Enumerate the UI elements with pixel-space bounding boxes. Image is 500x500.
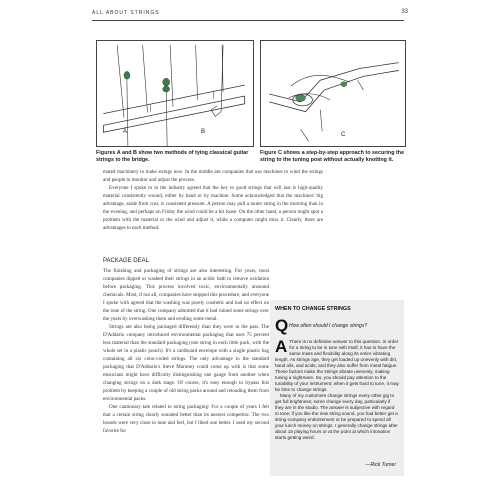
figure-ab-illustration: [96, 40, 254, 147]
body-paragraph: Everyone I spoke to in the industry agreed that the key to good strings that will last is high-quality material consistently wound, either by hand or by machine. Some acknowledged that the machines' big advantage, aside from cost, is consistent pressure. A person may pull a tauter string in the morning than in the evening, and perhaps on Friday the wind could be a bit loose. On the other hand, a person might spot a problem with the material or the wind and adjust it, while a computer might miss it. Clearly, there are advantages to each method.: [103, 185, 323, 231]
figure-c-caption: Figure C shows a step-by-step approach to securing the string to the tuning post without actually knotting it.: [260, 150, 405, 163]
body-paragraph: Strings are also being packaged differently than they were in the past. The D'Addario company introduced environmental packaging that uses 75 percent less material than the standard packaging (one string in each little pack, with the whole set in a plastic pouch). It's a cardboard envelope with a single plastic bag containing all six color-coded strings. The only advantage to the standard packaging that D'Addario's Steve Maroney could come up with is that some musicians might have difficulty distinguishing one gauge from another when changing strings on a dark stage. Of course, it's easy enough to bypass this problem by keeping a couple of old string packs around and reloading them from environmental packs.: [103, 324, 269, 402]
running-head: ALL ABOUT STRINGS: [92, 10, 160, 16]
tuning-post-drawing: [261, 41, 405, 146]
answer-paragraph: There is no definitive answer to this question. In order for a string to be in tune with itself, it has to have the same mass and flexibility along its entire vibrating length. As strings age, they get loaded up unevenly with dirt, hand oils, and acids, and they also suffer from metal fatigue. These factors make the strings vibrate unevenly, making tuning a nightmare. So, you should pay attention to the tunability of your instrument; when it gets hard to tune, it may be time to change strings.: [275, 339, 399, 392]
body-paragraph: The finishing and packaging of strings are also interesting. For years, most companies dipped or washed their strings in an acidic bath to remove oxidation before packaging. This process involved toxic, environmentally unsound chemicals. Most, if not all, companies have stopped this procedure, and everyone I spoke with agreed that the washing was purely cosmetic and had no effect on the tone of the string. One company admitted that it had ruined some strings over the years by overwashing them and eroding some metal.: [103, 268, 269, 322]
body-paragraph: One cautionary tale related to string packaging: For a couple of years I felt that a certain string clearly sounded better than its nearest competitor. The two brands were very close in tune and feel, but I liked one better. I used my second favorite for: [103, 404, 269, 434]
figure-label-b: B: [201, 129, 206, 135]
sidebar-title: WHEN TO CHANGE STRINGS: [275, 306, 351, 312]
page-number: 33: [401, 9, 408, 15]
header-rule: [92, 20, 404, 21]
bridge-tying-drawing: [97, 41, 253, 146]
question-text: How often should I change strings?: [289, 323, 368, 329]
section-heading: PACKAGE DEAL: [103, 258, 149, 264]
figure-label-a: A: [123, 129, 128, 135]
body-paragraph: mated machinery to make strings now. In the middle are companies that use machines to wind the strings and people to monitor and adjust the process.: [103, 169, 323, 183]
sidebar-box: [270, 300, 404, 476]
figure-c-illustration: [260, 40, 406, 147]
sidebar-question: [275, 316, 399, 335]
sidebar-signature: —Rick Turner: [365, 462, 396, 468]
question-letter: Q: [275, 316, 289, 335]
body-text-lower: [103, 267, 269, 435]
figure-label-c: C: [341, 132, 346, 138]
answer-letter: A: [275, 337, 288, 356]
sidebar-answer: [275, 339, 399, 441]
figure-ab-caption: Figures A and B show two methods of tying classical guitar strings to the bridge.: [96, 150, 249, 163]
answer-paragraph: Many of my customers change strings every other gig to get full brightness; some change every day, particularly if they are in the studio. The answer is subjective with regard to tone; if you like the new string sound, you had better get a string-company endorsement or be prepared to spend all your lunch money on strings. I generally change strings after about 15 playing hours or at the point at which intonation starts getting weird.: [275, 393, 398, 440]
body-text-top: [103, 168, 323, 232]
